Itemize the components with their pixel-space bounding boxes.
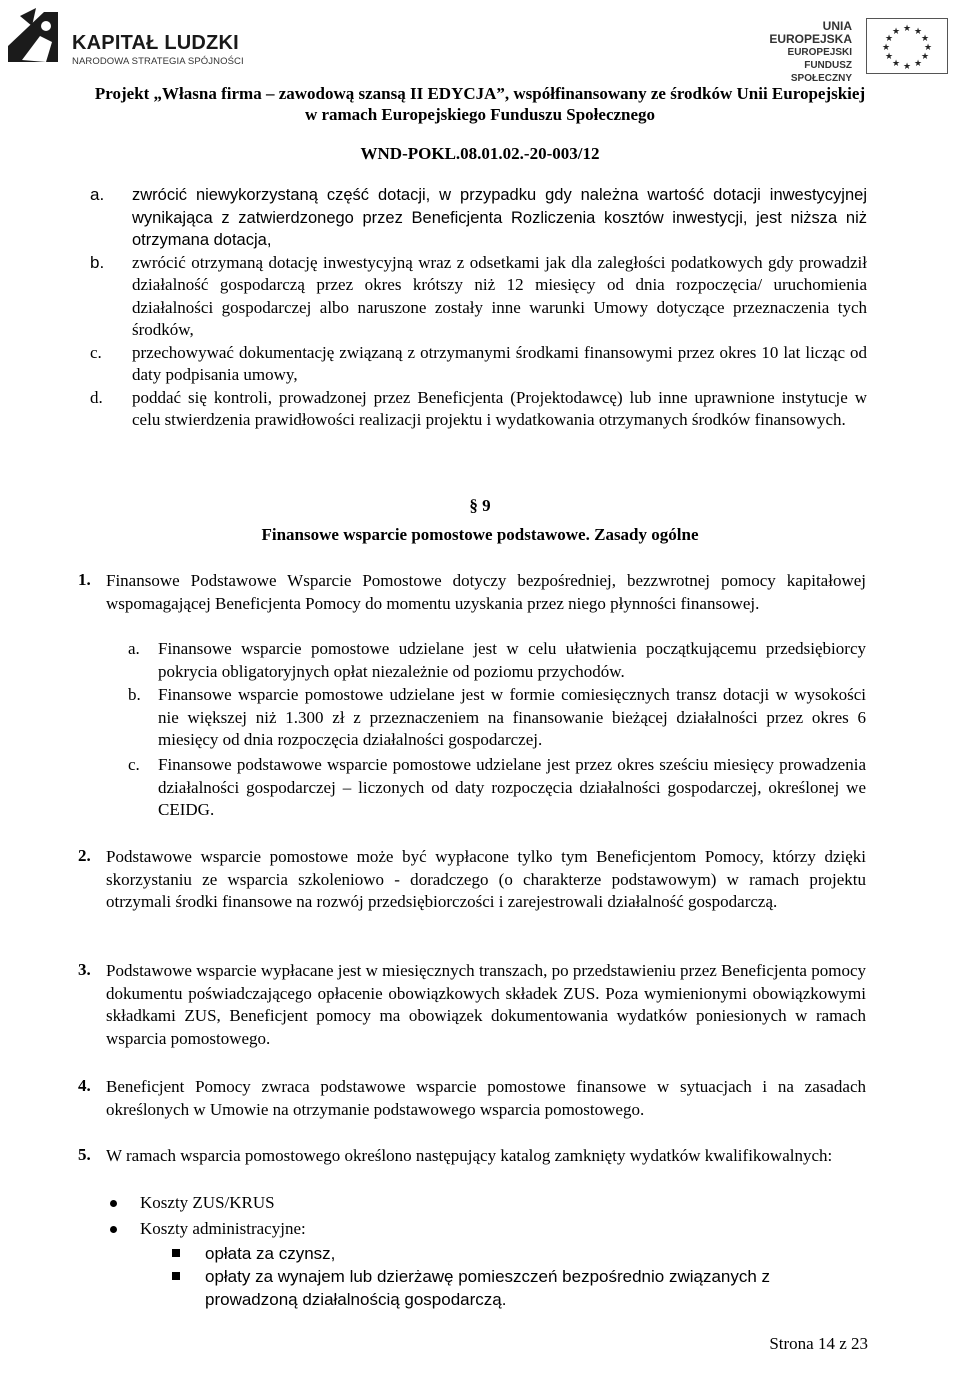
bullet-dot-icon — [110, 1200, 117, 1207]
section-number: § 9 — [469, 496, 491, 515]
list-item — [90, 387, 867, 432]
list-item-label: a. — [90, 185, 105, 204]
bullet-text: Koszty ZUS/KRUS — [140, 1193, 275, 1212]
bullet-item — [110, 1218, 306, 1241]
bullet-text: Koszty administracyjne: — [140, 1219, 306, 1238]
svg-text:★: ★ — [891, 27, 901, 37]
eu-logo-text — [748, 20, 852, 85]
logo-left-subtitle: NARODOWA STRATEGIA SPÓJNOŚCI — [72, 56, 244, 67]
point-text: Beneficjent Pomocy zwraca podstawowe wsparcie pomostowe finansowe w sytuacjach i na zasadach określonych w Umowie na otrzymanie podstawowego wsparcia pomostowego. — [106, 1077, 866, 1119]
list-item-text: zwrócić niewykorzystaną część dotacji, w przypadku gdy należna wartość dotacji inwestycyjnej wynikająca z zatwierdzonego przez Beneficjenta Rozliczenia kosztów inwestycji, jest niższa niż otrzymana dotacja, — [132, 186, 867, 249]
sub-item-label: b. — [128, 685, 141, 704]
square-bullet-item — [172, 1266, 852, 1311]
logo-left-title: KAPITAŁ LUDZKI — [72, 32, 239, 54]
eu-logo-line2: EUROPEJSKI — [787, 47, 852, 58]
svg-text:★: ★ — [891, 59, 901, 69]
sub-item-text: Finansowe wsparcie pomostowe udzielane jest w formie comiesięcznych transz dotacji w wysokości nie większej niż 1.300 zł z przeznaczeniem na finansowanie bieżącej działalności przez okres 6 miesięcy od dnia rozpoczęcia działalności gospodarczej. — [158, 685, 866, 749]
svg-text:★: ★ — [923, 43, 933, 53]
svg-text:★: ★ — [902, 62, 912, 72]
point-text: Podstawowe wsparcie pomostowe może być wypłacone tylko tym Beneficjentom Pomocy, którzy dzięki skorzystaniu ze wsparcia szkoleniowo - doradczego (o charakterze podstawowym) w ramach projektu otrzymali środki finansowe na rozwój przedsiębiorczości i zarejestrowali działalność gospodarczą. — [106, 847, 866, 911]
point-text: W ramach wsparcia pomostowego określono następujący katalog zamknięty wydatków kwalifikowalnych: — [106, 1146, 833, 1165]
svg-text:★: ★ — [913, 59, 923, 69]
sub-item-label: a. — [128, 639, 140, 658]
list-item — [90, 342, 867, 387]
svg-text:★: ★ — [884, 34, 894, 44]
svg-text:★: ★ — [920, 34, 930, 44]
point-number: 3. — [78, 960, 91, 979]
point-number: 1. — [78, 570, 91, 589]
list-item-label: c. — [90, 342, 102, 362]
bullet-dot-icon — [110, 1226, 117, 1233]
svg-text:★: ★ — [902, 24, 912, 34]
point-number: 4. — [78, 1076, 91, 1095]
eu-logo-line3: FUNDUSZ SPOŁECZNY — [790, 60, 852, 84]
svg-text:★: ★ — [881, 43, 891, 53]
point-text: Finansowe Podstawowe Wsparcie Pomostowe dotyczy bezpośredniej, bezzwrotnej pomocy kapitałowej wspomagającej Beneficjenta Pomocy do momentu uzyskania przez niego płynności finansowej. — [106, 571, 866, 613]
page-number: Strona 14 z 23 — [769, 1334, 868, 1353]
sub-item-text: Finansowe podstawowe wsparcie pomostowe udzielane jest przez okres sześciu miesięcy prowadzenia działalności gospodarczej – liczonych od daty rozpoczęcia działalności gospodarczej, określonej we CEIDG. — [158, 755, 866, 819]
project-line-2: w ramach Europejskiego Funduszu Społecznego — [304, 105, 656, 124]
sub-item-text: Finansowe wsparcie pomostowe udzielane jest w celu ułatwienia początkującemu przedsiębiorcy pokrycia obligatoryjnych opłat niezależnie od poziomu przychodów. — [158, 639, 866, 681]
sub-item — [128, 638, 866, 683]
list-item-text: zwrócić otrzymaną dotację inwestycyjną wraz z odsetkami jak dla zaległości podatkowych gdy prowadził działalność gospodarczą przez okres krótszy niż 12 miesięcy od dnia rozpoczęcia/ uruchomienia działalności gospodarczej albo naruszone zostały inne warunki Umowy dotyczące przeznaczenia tych środków, — [132, 252, 867, 339]
eu-flag-icon — [866, 18, 948, 74]
point-number: 5. — [78, 1145, 91, 1164]
project-line-1: Projekt „Własna firma – zawodową szansą II EDYCJA”, współfinansowany ze środków Unii Europejskiej — [94, 84, 866, 103]
project-code: WND-POKL.08.01.02.-20-003/12 — [360, 144, 600, 163]
square-bullet-text: opłata za czynsz, — [205, 1244, 336, 1263]
top-list — [90, 184, 867, 432]
list-item-text: przechowywać dokumentację związaną z otrzymanymi środkami finansowymi przez okres 10 lat licząc od daty podpisania umowy, — [132, 342, 867, 384]
list-item-label: b. — [90, 252, 105, 272]
eu-logo — [748, 14, 948, 84]
square-bullet-icon — [172, 1272, 180, 1280]
kapital-ludzki-emblem-icon — [6, 6, 66, 68]
point-number: 2. — [78, 846, 91, 865]
svg-text:★: ★ — [920, 52, 930, 62]
square-bullet-item — [172, 1243, 872, 1266]
bullet-item — [110, 1192, 275, 1215]
svg-text:★: ★ — [884, 52, 894, 62]
list-item — [90, 252, 867, 342]
square-bullet-icon — [172, 1249, 180, 1257]
section-title: Finansowe wsparcie pomostowe podstawowe. Zasady ogólne — [261, 525, 699, 544]
kapital-ludzki-logo — [6, 6, 256, 68]
svg-text:★: ★ — [913, 27, 923, 37]
sub-item-label: c. — [128, 755, 140, 774]
square-bullet-text: opłaty za wynajem lub dzierżawę pomieszczeń bezpośrednio związanych z prowadzoną działalnością gospodarczą. — [205, 1267, 771, 1309]
eu-logo-line1: UNIA EUROPEJSKA — [769, 19, 852, 46]
point-text: Podstawowe wsparcie wypłacane jest w miesięcznych transzach, po przedstawieniu przez Beneficjenta pomocy dokumentu poświadczającego opłacenie obowiązkowych składek ZUS. Poza wymienionymi obowiązkowymi składkami ZUS, Beneficjent pomocy ma obowiązek dokumentowania wydatków poniesionych w ramach wsparcia pomostowego. — [106, 961, 866, 1048]
list-item — [90, 184, 867, 252]
list-item-text: poddać się kontroli, prowadzonej przez Beneficjenta (Projektodawcę) lub inne uprawnione instytucje w celu stwierdzenia prawidłowości realizacji projektu i wydatkowania otrzymanych środków finansowych. — [132, 387, 867, 429]
list-item-label: d. — [90, 387, 103, 407]
sub-item — [128, 684, 866, 752]
sub-item — [128, 754, 866, 822]
